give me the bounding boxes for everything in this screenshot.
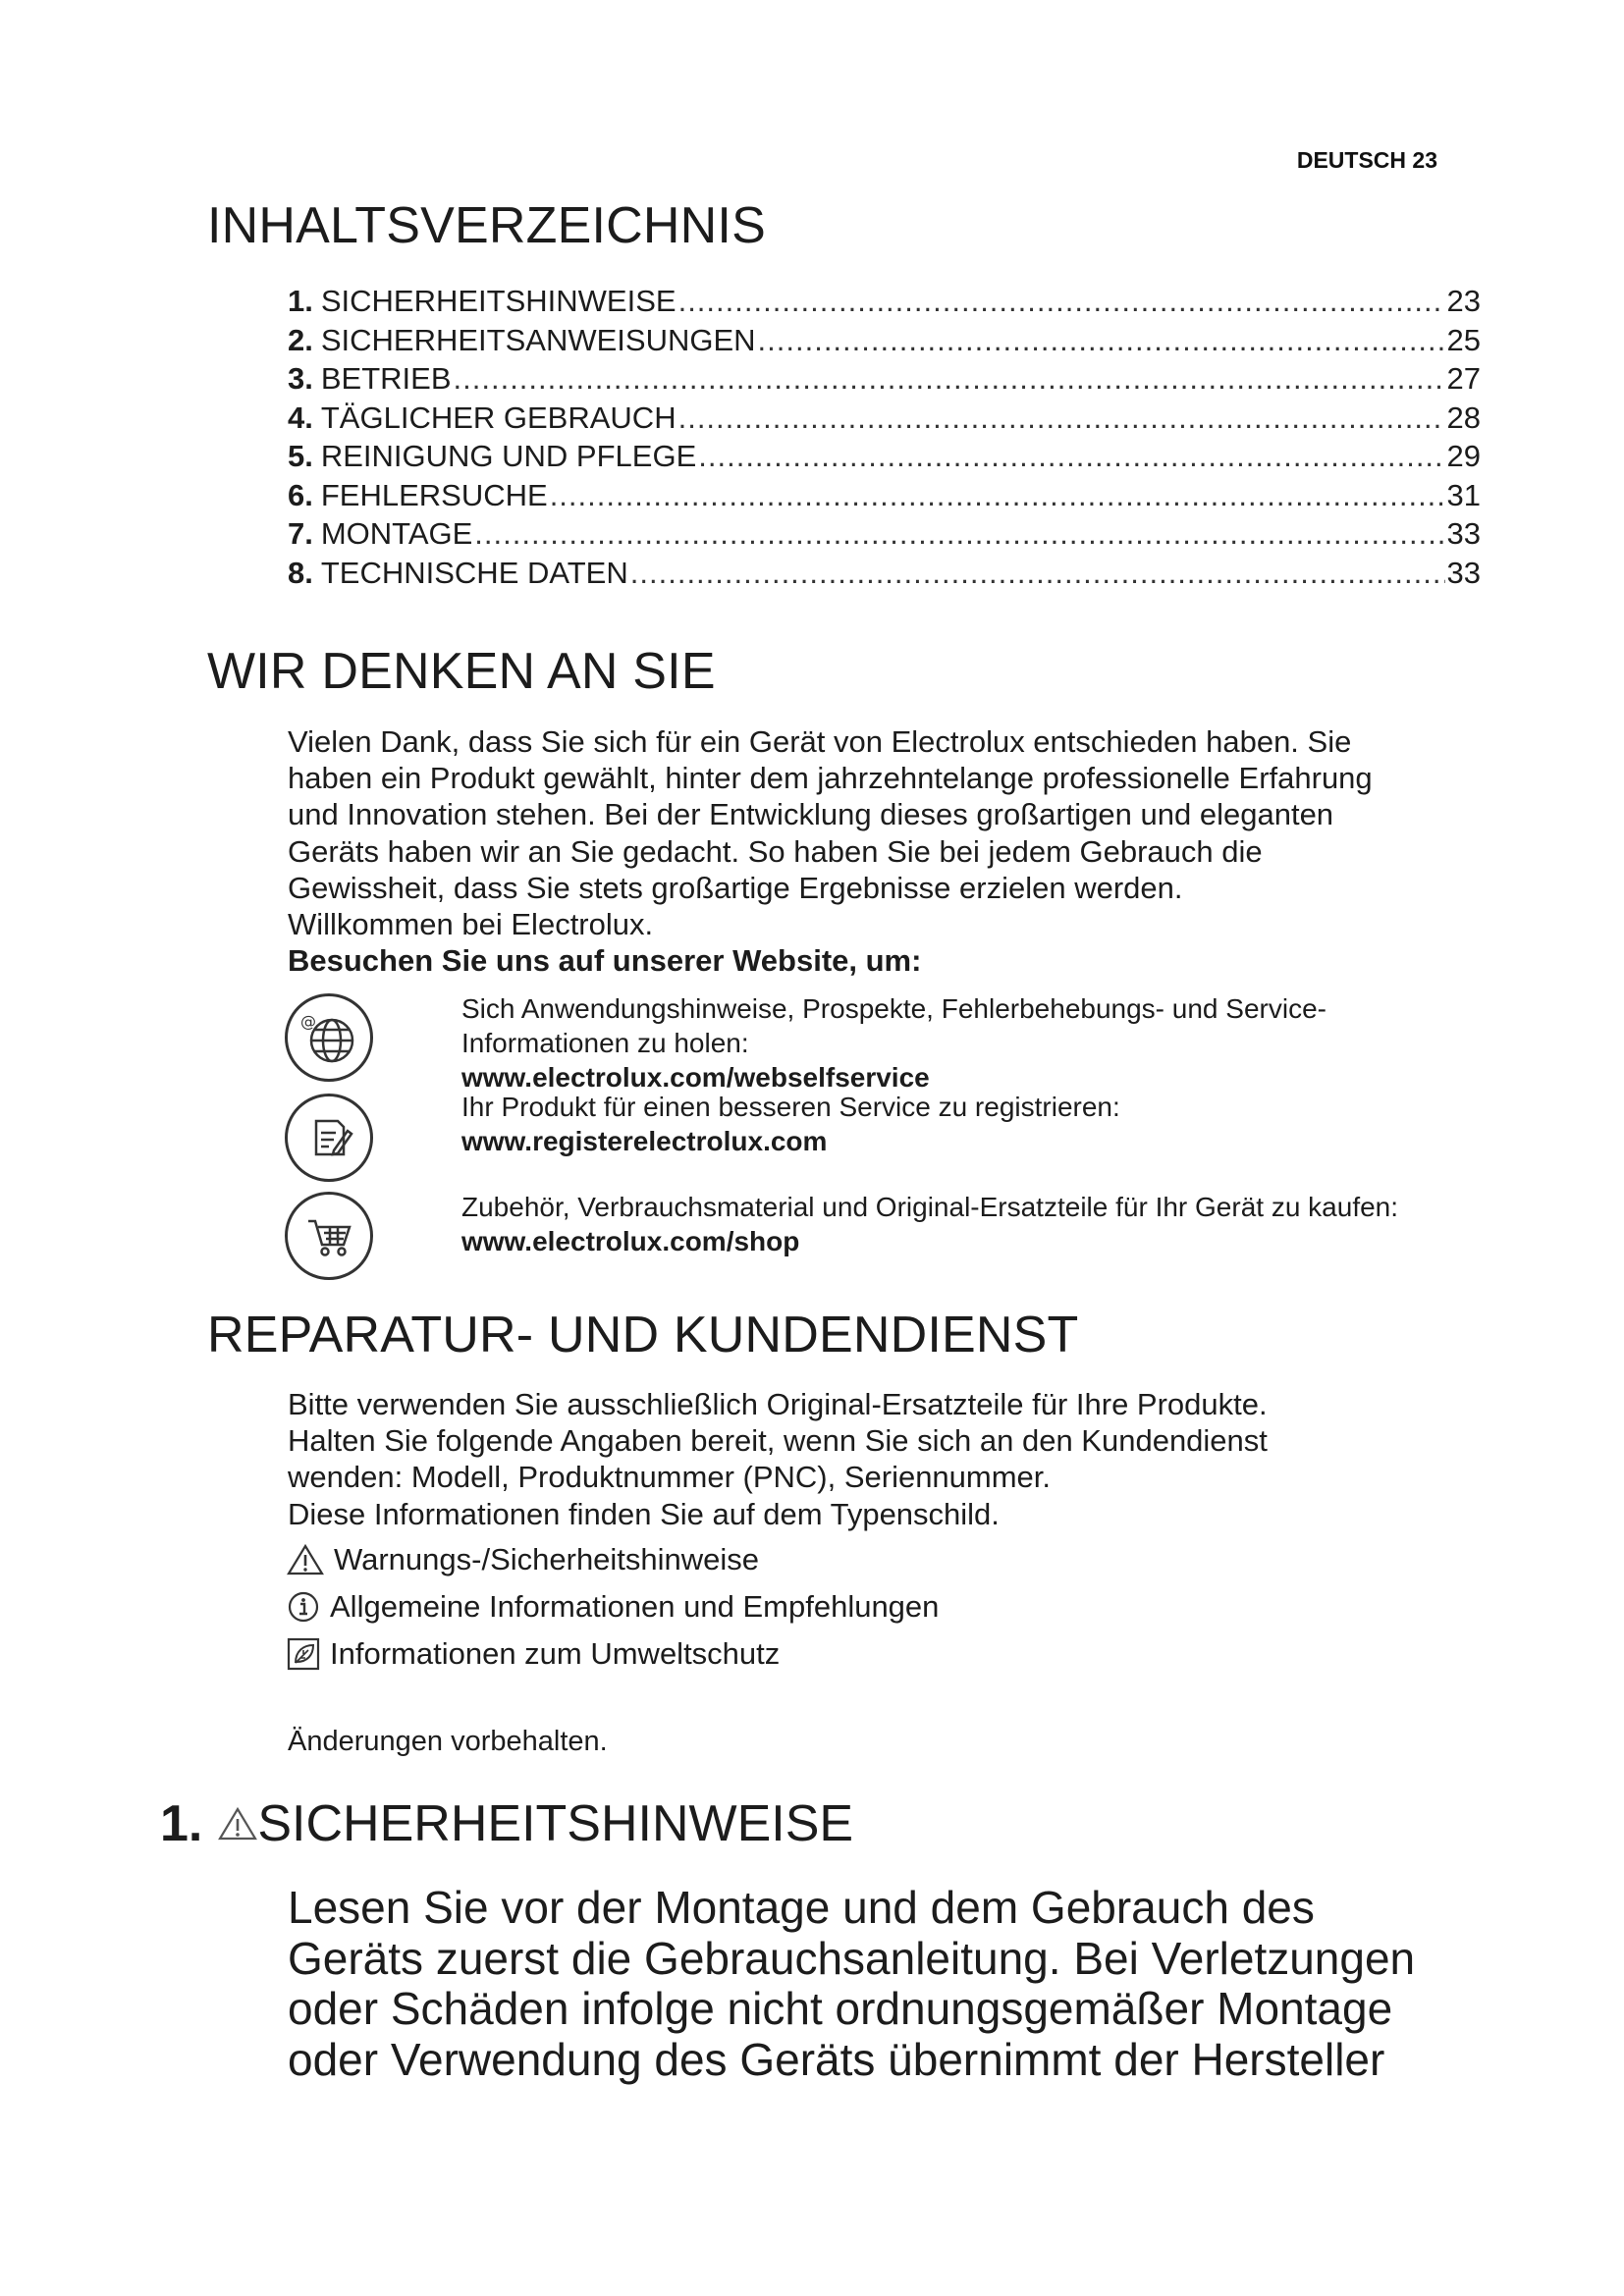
legend-label: Allgemeine Informationen und Empfehlungen xyxy=(330,1589,940,1624)
legend-warning xyxy=(287,1540,759,1579)
toc-item-label: REINIGUNG UND PFLEGE xyxy=(320,439,697,473)
intro-title: WIR DENKEN AN SIE xyxy=(207,643,716,700)
toc-item-label: BETRIEB xyxy=(320,361,452,396)
toc-leader xyxy=(550,476,1445,515)
warning-icon xyxy=(218,1806,257,1842)
toc-item[interactable] xyxy=(288,437,1481,476)
info-icon xyxy=(287,1590,320,1624)
intro-line: Vielen Dank, dass Sie sich für ein Gerät von Electrolux entschieden haben. Sie xyxy=(288,724,1352,759)
toc-title: INHALTSVERZEICHNIS xyxy=(207,197,766,254)
link-description: Zubehör, Verbrauchsmaterial und Original-Ersatzteile für Ihr Gerät zu kaufen: xyxy=(461,1192,1399,1222)
svg-text:@: @ xyxy=(300,1012,316,1031)
visit-label: Besuchen Sie uns auf unserer Website, um: xyxy=(288,943,922,979)
section-title-label: SICHERHEITSHINWEISE xyxy=(257,1795,854,1852)
toc-item-label: SICHERHEITSANWEISUNGEN xyxy=(320,322,756,357)
section-line: oder Schäden infolge nicht ordnungsgemäßer Montage xyxy=(288,1983,1393,2034)
intro-line: haben ein Produkt gewählt, hinter dem jahrzehntelange professionelle Erfahrung xyxy=(288,761,1373,796)
section-1-title xyxy=(160,1794,853,1853)
service-paragraph xyxy=(288,1386,1495,1532)
toc-leader xyxy=(698,437,1444,476)
section-line: Lesen Sie vor der Montage und dem Gebrauch des xyxy=(288,1882,1315,1933)
legend-environment xyxy=(287,1634,780,1674)
legend-info xyxy=(287,1587,939,1627)
changes-note: Änderungen vorbehalten. xyxy=(288,1726,608,1757)
toc-item-number: 1. xyxy=(288,284,313,318)
intro-line: Willkommen bei Electrolux. xyxy=(288,907,654,942)
toc-item-label: TÄGLICHER GEBRAUCH xyxy=(320,400,677,435)
toc-item-page: 28 xyxy=(1446,400,1481,435)
intro-line: Gewissheit, dass Sie stets großartige Ergebnisse erzielen werden. xyxy=(288,870,1183,905)
toc-item[interactable] xyxy=(288,399,1481,438)
link-description: Sich Anwendungshinweise, Prospekte, Fehlerbehebungs- und Service- xyxy=(461,993,1326,1024)
toc-item-page: 29 xyxy=(1446,439,1481,473)
shop-link[interactable]: www.electrolux.com/shop xyxy=(461,1226,800,1256)
toc-item[interactable] xyxy=(288,476,1481,515)
shop-block xyxy=(461,1190,1502,1258)
toc-item-page: 25 xyxy=(1446,322,1481,357)
toc-item-page: 23 xyxy=(1446,284,1481,318)
toc-item[interactable] xyxy=(288,514,1481,554)
link-description: Informationen zu holen: xyxy=(461,1028,749,1058)
legend-label: Warnungs-/Sicherheitshinweise xyxy=(334,1542,760,1576)
toc-item-number: 5. xyxy=(288,439,313,473)
toc-leader xyxy=(678,282,1445,321)
warning-icon xyxy=(287,1543,324,1576)
service-line: Halten Sie folgende Angaben bereit, wenn Sie sich an den Kundendienst xyxy=(288,1423,1268,1459)
service-title: REPARATUR- UND KUNDENDIENST xyxy=(207,1307,1079,1363)
globe-icon xyxy=(285,993,373,1082)
toc-leader xyxy=(678,399,1445,438)
intro-line: und Innovation stehen. Bei der Entwicklung dieses großartigen und eleganten xyxy=(288,797,1334,832)
toc-leader xyxy=(630,554,1445,593)
section-line: oder Verwendung des Geräts übernimmt der Hersteller xyxy=(288,2033,1385,2085)
toc-leader xyxy=(758,321,1445,360)
toc-item-page: 31 xyxy=(1446,477,1481,512)
service-line: Bitte verwenden Sie ausschließlich Original-Ersatzteile für Ihre Produkte. xyxy=(288,1387,1268,1421)
section-1-paragraph xyxy=(288,1883,1510,2085)
toc-item-number: 2. xyxy=(288,322,313,357)
service-line: wenden: Modell, Produktnummer (PNC), Seriennummer. xyxy=(288,1460,1052,1495)
webselfservice-block xyxy=(461,991,1502,1095)
toc-item-number: 8. xyxy=(288,555,313,590)
toc-item[interactable] xyxy=(288,282,1481,321)
toc-item-label: FEHLERSUCHE xyxy=(320,477,548,512)
toc-item-label: TECHNISCHE DATEN xyxy=(320,555,628,590)
toc-item-number: 6. xyxy=(288,477,313,512)
register-link[interactable]: www.registerelectrolux.com xyxy=(461,1126,828,1156)
legend-label: Informationen zum Umweltschutz xyxy=(330,1636,781,1671)
toc-item-page: 27 xyxy=(1446,361,1481,396)
toc-item-number: 3. xyxy=(288,361,313,396)
toc-item-label: MONTAGE xyxy=(320,516,473,551)
register-block xyxy=(461,1090,1502,1158)
toc-item-page: 33 xyxy=(1446,555,1481,590)
intro-line: Geräts haben wir an Sie gedacht. So haben Sie bei jedem Gebrauch die xyxy=(288,833,1263,869)
toc-item-page: 33 xyxy=(1446,516,1481,551)
webselfservice-link[interactable]: www.electrolux.com/webselfservice xyxy=(461,1062,930,1093)
table-of-contents xyxy=(288,282,1481,592)
link-description: Ihr Produkt für einen besseren Service zu registrieren: xyxy=(461,1092,1120,1122)
toc-item-label: SICHERHEITSHINWEISE xyxy=(320,284,677,318)
page-label: DEUTSCH 23 xyxy=(1296,147,1437,173)
toc-item[interactable] xyxy=(288,554,1481,593)
toc-leader xyxy=(474,514,1444,554)
section-line: Geräts zuerst die Gebrauchsanleitung. Bei Verletzungen xyxy=(288,1932,1416,1984)
intro-paragraph xyxy=(288,723,1495,979)
toc-item[interactable] xyxy=(288,359,1481,399)
environment-icon xyxy=(287,1637,320,1671)
toc-item-number: 4. xyxy=(288,400,313,435)
cart-icon xyxy=(285,1192,373,1280)
section-number: 1. xyxy=(160,1795,203,1852)
toc-item[interactable] xyxy=(288,321,1481,360)
service-line: Diese Informationen finden Sie auf dem Typenschild. xyxy=(288,1496,1000,1531)
toc-item-number: 7. xyxy=(288,516,313,551)
toc-leader xyxy=(454,359,1445,399)
register-icon xyxy=(285,1094,373,1182)
